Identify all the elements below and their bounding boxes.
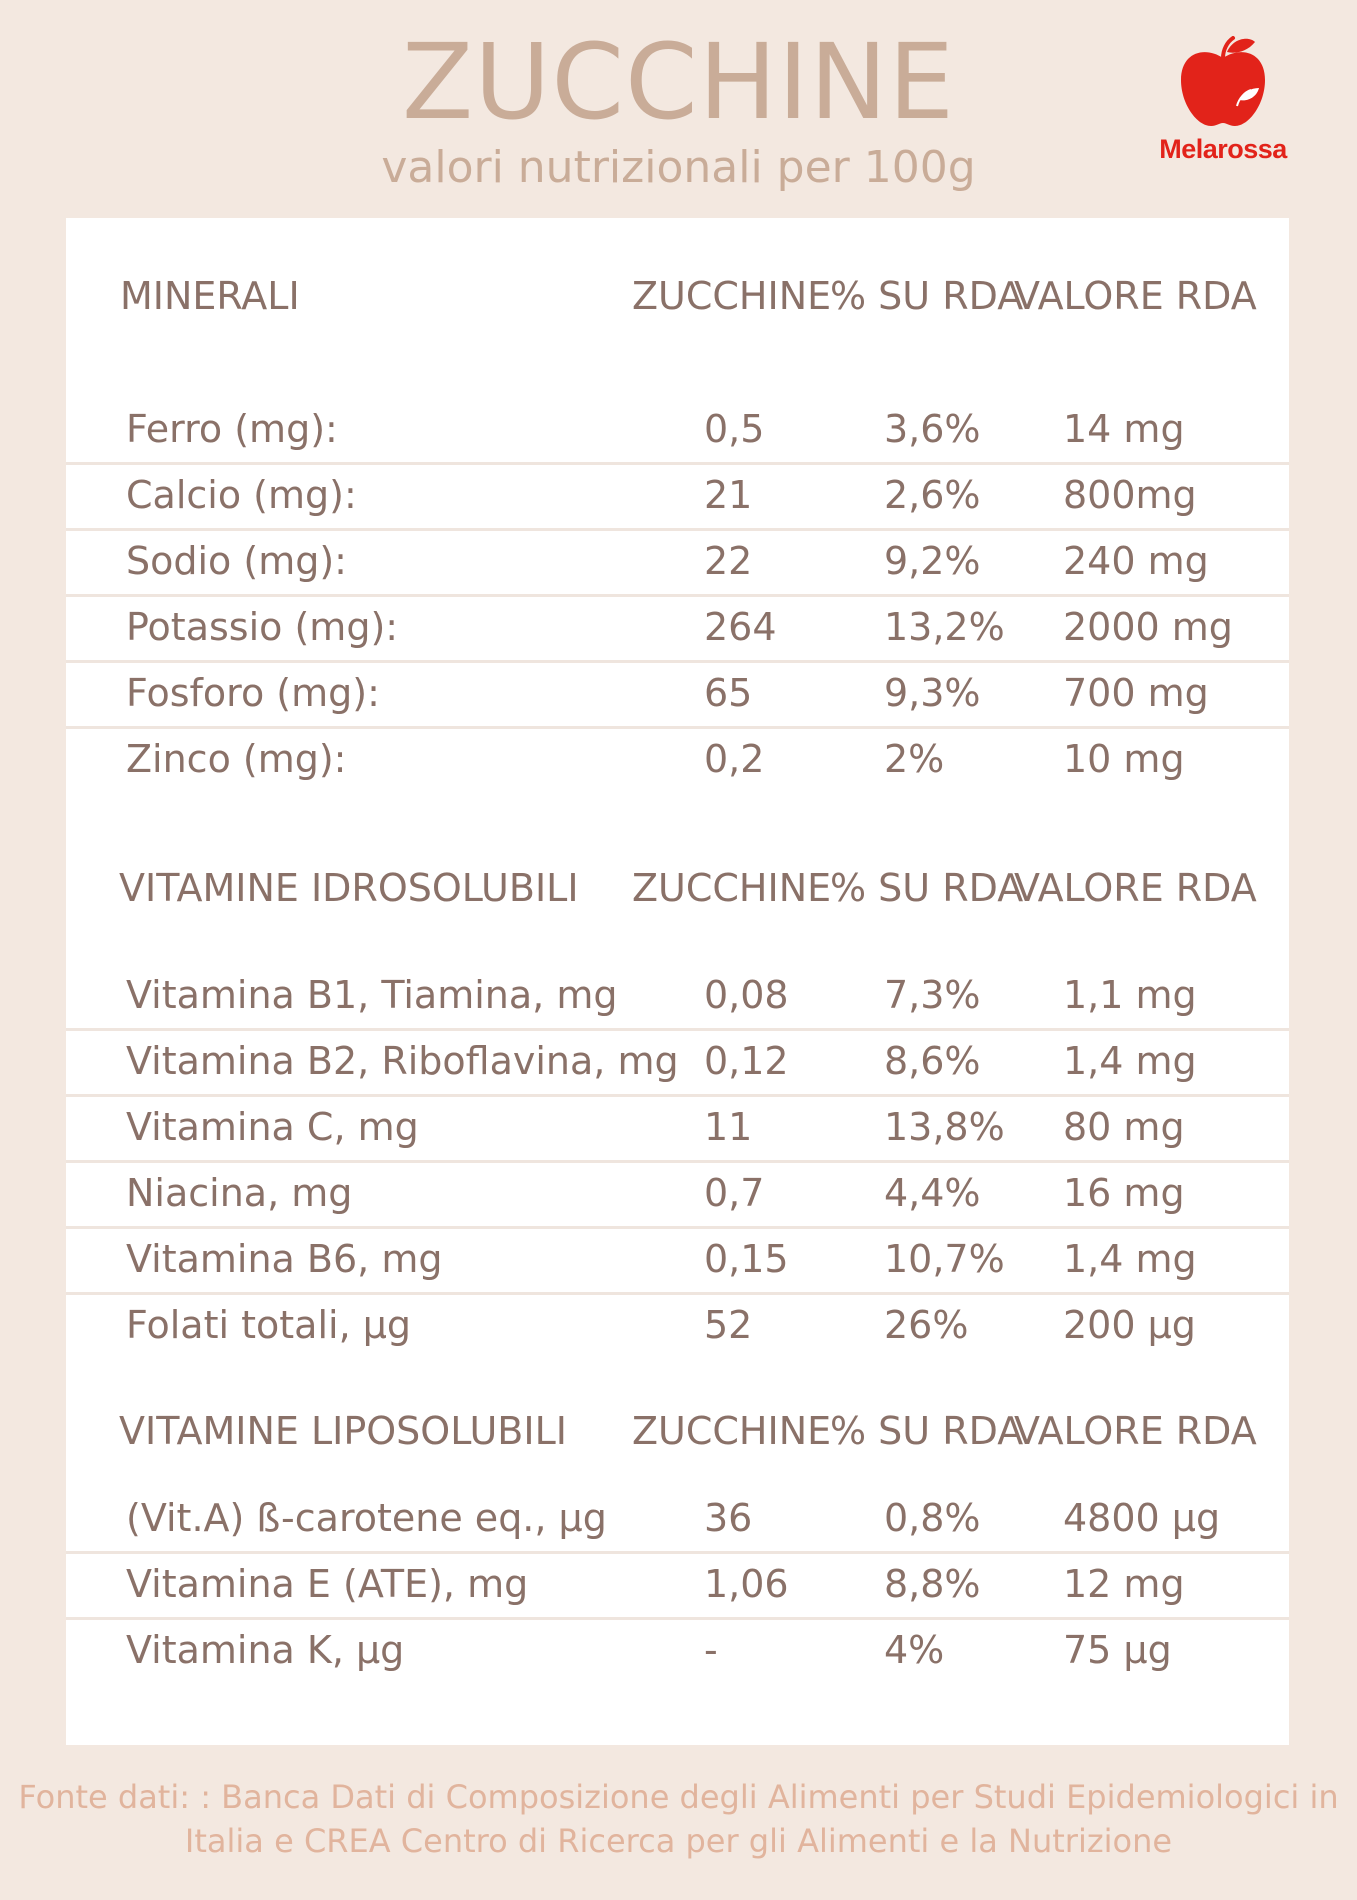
table-row xyxy=(66,396,1289,465)
nutrient-pct-rda: 8,8% xyxy=(884,1562,981,1606)
section-title: VITAMINE LIPOSOLUBILI xyxy=(119,1409,567,1453)
nutrient-pct-rda: 0,8% xyxy=(884,1496,981,1540)
nutrient-rda: 2000 mg xyxy=(1063,605,1233,649)
nutrient-pct-rda: 2% xyxy=(884,737,945,781)
section-header-minerali xyxy=(66,266,1289,326)
column-header-valore-rda: VALORE RDA xyxy=(1014,866,1257,910)
table-row xyxy=(66,1485,1289,1554)
table-row xyxy=(66,462,1289,531)
section-header-vitamine-idrosolubili xyxy=(66,858,1289,918)
nutrient-rda: 80 mg xyxy=(1063,1105,1185,1149)
column-header-valore-rda: VALORE RDA xyxy=(1014,274,1257,318)
table-row xyxy=(66,1551,1289,1620)
table-row xyxy=(66,1160,1289,1229)
nutrient-pct-rda: 7,3% xyxy=(884,973,981,1017)
nutrient-name: Fosforo (mg): xyxy=(126,671,380,715)
table-row xyxy=(66,528,1289,597)
nutrient-rda: 16 mg xyxy=(1063,1171,1185,1215)
nutrition-table xyxy=(66,218,1289,1745)
nutrient-pct-rda: 2,6% xyxy=(884,473,981,517)
nutrient-rda: 1,1 mg xyxy=(1063,973,1197,1017)
nutrient-name: Niacina, mg xyxy=(126,1171,353,1215)
section-title: MINERALI xyxy=(120,274,300,318)
table-row xyxy=(66,962,1289,1031)
table-row xyxy=(66,1226,1289,1295)
melarossa-logo[interactable] xyxy=(1148,36,1298,196)
nutrient-rda: 75 µg xyxy=(1063,1628,1172,1672)
footer-line-2: Italia e CREA Centro di Ricerca per gli Alimenti e la Nutrizione xyxy=(184,1822,1173,1860)
nutrient-pct-rda: 4% xyxy=(884,1628,945,1672)
nutrient-name: (Vit.A) ß-carotene eq., µg xyxy=(126,1496,607,1540)
column-header-zucchine: ZUCCHINE xyxy=(632,274,832,318)
nutrient-pct-rda: 10,7% xyxy=(884,1237,1005,1281)
column-header-valore-rda: VALORE RDA xyxy=(1014,1409,1257,1453)
nutrient-name: Vitamina C, mg xyxy=(126,1105,419,1149)
nutrient-rda: 1,4 mg xyxy=(1063,1237,1197,1281)
nutrient-value: 0,7 xyxy=(704,1171,765,1215)
nutrient-rda: 12 mg xyxy=(1063,1562,1185,1606)
section-title: VITAMINE IDROSOLUBILI xyxy=(119,866,579,910)
nutrient-value: 52 xyxy=(704,1303,753,1347)
nutrient-value: 0,5 xyxy=(704,407,765,451)
column-header-zucchine: ZUCCHINE xyxy=(632,866,832,910)
column-header-pct-rda: % SU RDA xyxy=(830,866,1024,910)
nutrient-value: 1,06 xyxy=(704,1562,789,1606)
nutrient-name: Potassio (mg): xyxy=(126,605,399,649)
nutrient-value: 21 xyxy=(704,473,753,517)
page-title: ZUCCHINE xyxy=(402,21,955,143)
nutrient-name: Vitamina B1, Tiamina, mg xyxy=(126,973,618,1017)
nutrient-name: Folati totali, µg xyxy=(126,1303,412,1347)
source-footer xyxy=(0,1775,1357,1863)
nutrient-rda: 10 mg xyxy=(1063,737,1185,781)
nutrient-name: Vitamina B6, mg xyxy=(126,1237,443,1281)
nutrient-pct-rda: 3,6% xyxy=(884,407,981,451)
brand-name: Melarossa xyxy=(1159,134,1287,164)
table-row xyxy=(66,1028,1289,1097)
column-header-pct-rda: % SU RDA xyxy=(830,274,1024,318)
nutrient-name: Vitamina K, µg xyxy=(126,1628,405,1672)
nutrient-name: Calcio (mg): xyxy=(126,473,357,517)
nutrient-rda: 240 mg xyxy=(1063,539,1209,583)
nutrient-pct-rda: 4,4% xyxy=(884,1171,981,1215)
nutrient-value: 11 xyxy=(704,1105,753,1149)
nutrient-pct-rda: 9,2% xyxy=(884,539,981,583)
nutrient-value: 0,08 xyxy=(704,973,789,1017)
nutrient-name: Vitamina B2, Riboflavina, mg xyxy=(126,1039,679,1083)
table-row xyxy=(66,726,1289,792)
nutrient-name: Vitamina E (ATE), mg xyxy=(126,1562,529,1606)
table-row xyxy=(66,1292,1289,1358)
nutrient-rda: 1,4 mg xyxy=(1063,1039,1197,1083)
table-row xyxy=(66,594,1289,663)
nutrient-value: 0,2 xyxy=(704,737,765,781)
nutrient-value: 65 xyxy=(704,671,753,715)
nutrient-name: Ferro (mg): xyxy=(126,407,338,451)
nutrient-pct-rda: 13,8% xyxy=(884,1105,1005,1149)
footer-line-1: Fonte dati: : Banca Dati di Composizione degli Alimenti per Studi Epidemiologici in xyxy=(18,1778,1339,1816)
table-row xyxy=(66,660,1289,729)
header xyxy=(0,0,1357,215)
table-row xyxy=(66,1094,1289,1163)
nutrient-rda: 4800 µg xyxy=(1063,1496,1221,1540)
nutrient-pct-rda: 9,3% xyxy=(884,671,981,715)
nutrient-value: 0,12 xyxy=(704,1039,789,1083)
page-subtitle: valori nutrizionali per 100g xyxy=(381,142,976,193)
nutrient-rda: 700 mg xyxy=(1063,671,1209,715)
nutrient-value: 0,15 xyxy=(704,1237,789,1281)
apple-icon xyxy=(1175,36,1271,128)
nutrient-name: Zinco (mg): xyxy=(126,737,347,781)
nutrient-rda: 800mg xyxy=(1063,473,1197,517)
column-header-pct-rda: % SU RDA xyxy=(830,1409,1024,1453)
nutrient-value: 22 xyxy=(704,539,753,583)
nutrient-name: Sodio (mg): xyxy=(126,539,347,583)
column-header-zucchine: ZUCCHINE xyxy=(632,1409,832,1453)
nutrient-pct-rda: 13,2% xyxy=(884,605,1005,649)
nutrient-value: - xyxy=(704,1628,718,1672)
nutrient-pct-rda: 8,6% xyxy=(884,1039,981,1083)
table-row xyxy=(66,1617,1289,1683)
nutrient-rda: 200 µg xyxy=(1063,1303,1196,1347)
nutrient-value: 36 xyxy=(704,1496,753,1540)
nutrient-rda: 14 mg xyxy=(1063,407,1185,451)
nutrient-pct-rda: 26% xyxy=(884,1303,969,1347)
section-header-vitamine-liposolubili xyxy=(66,1401,1289,1461)
nutrient-value: 264 xyxy=(704,605,777,649)
